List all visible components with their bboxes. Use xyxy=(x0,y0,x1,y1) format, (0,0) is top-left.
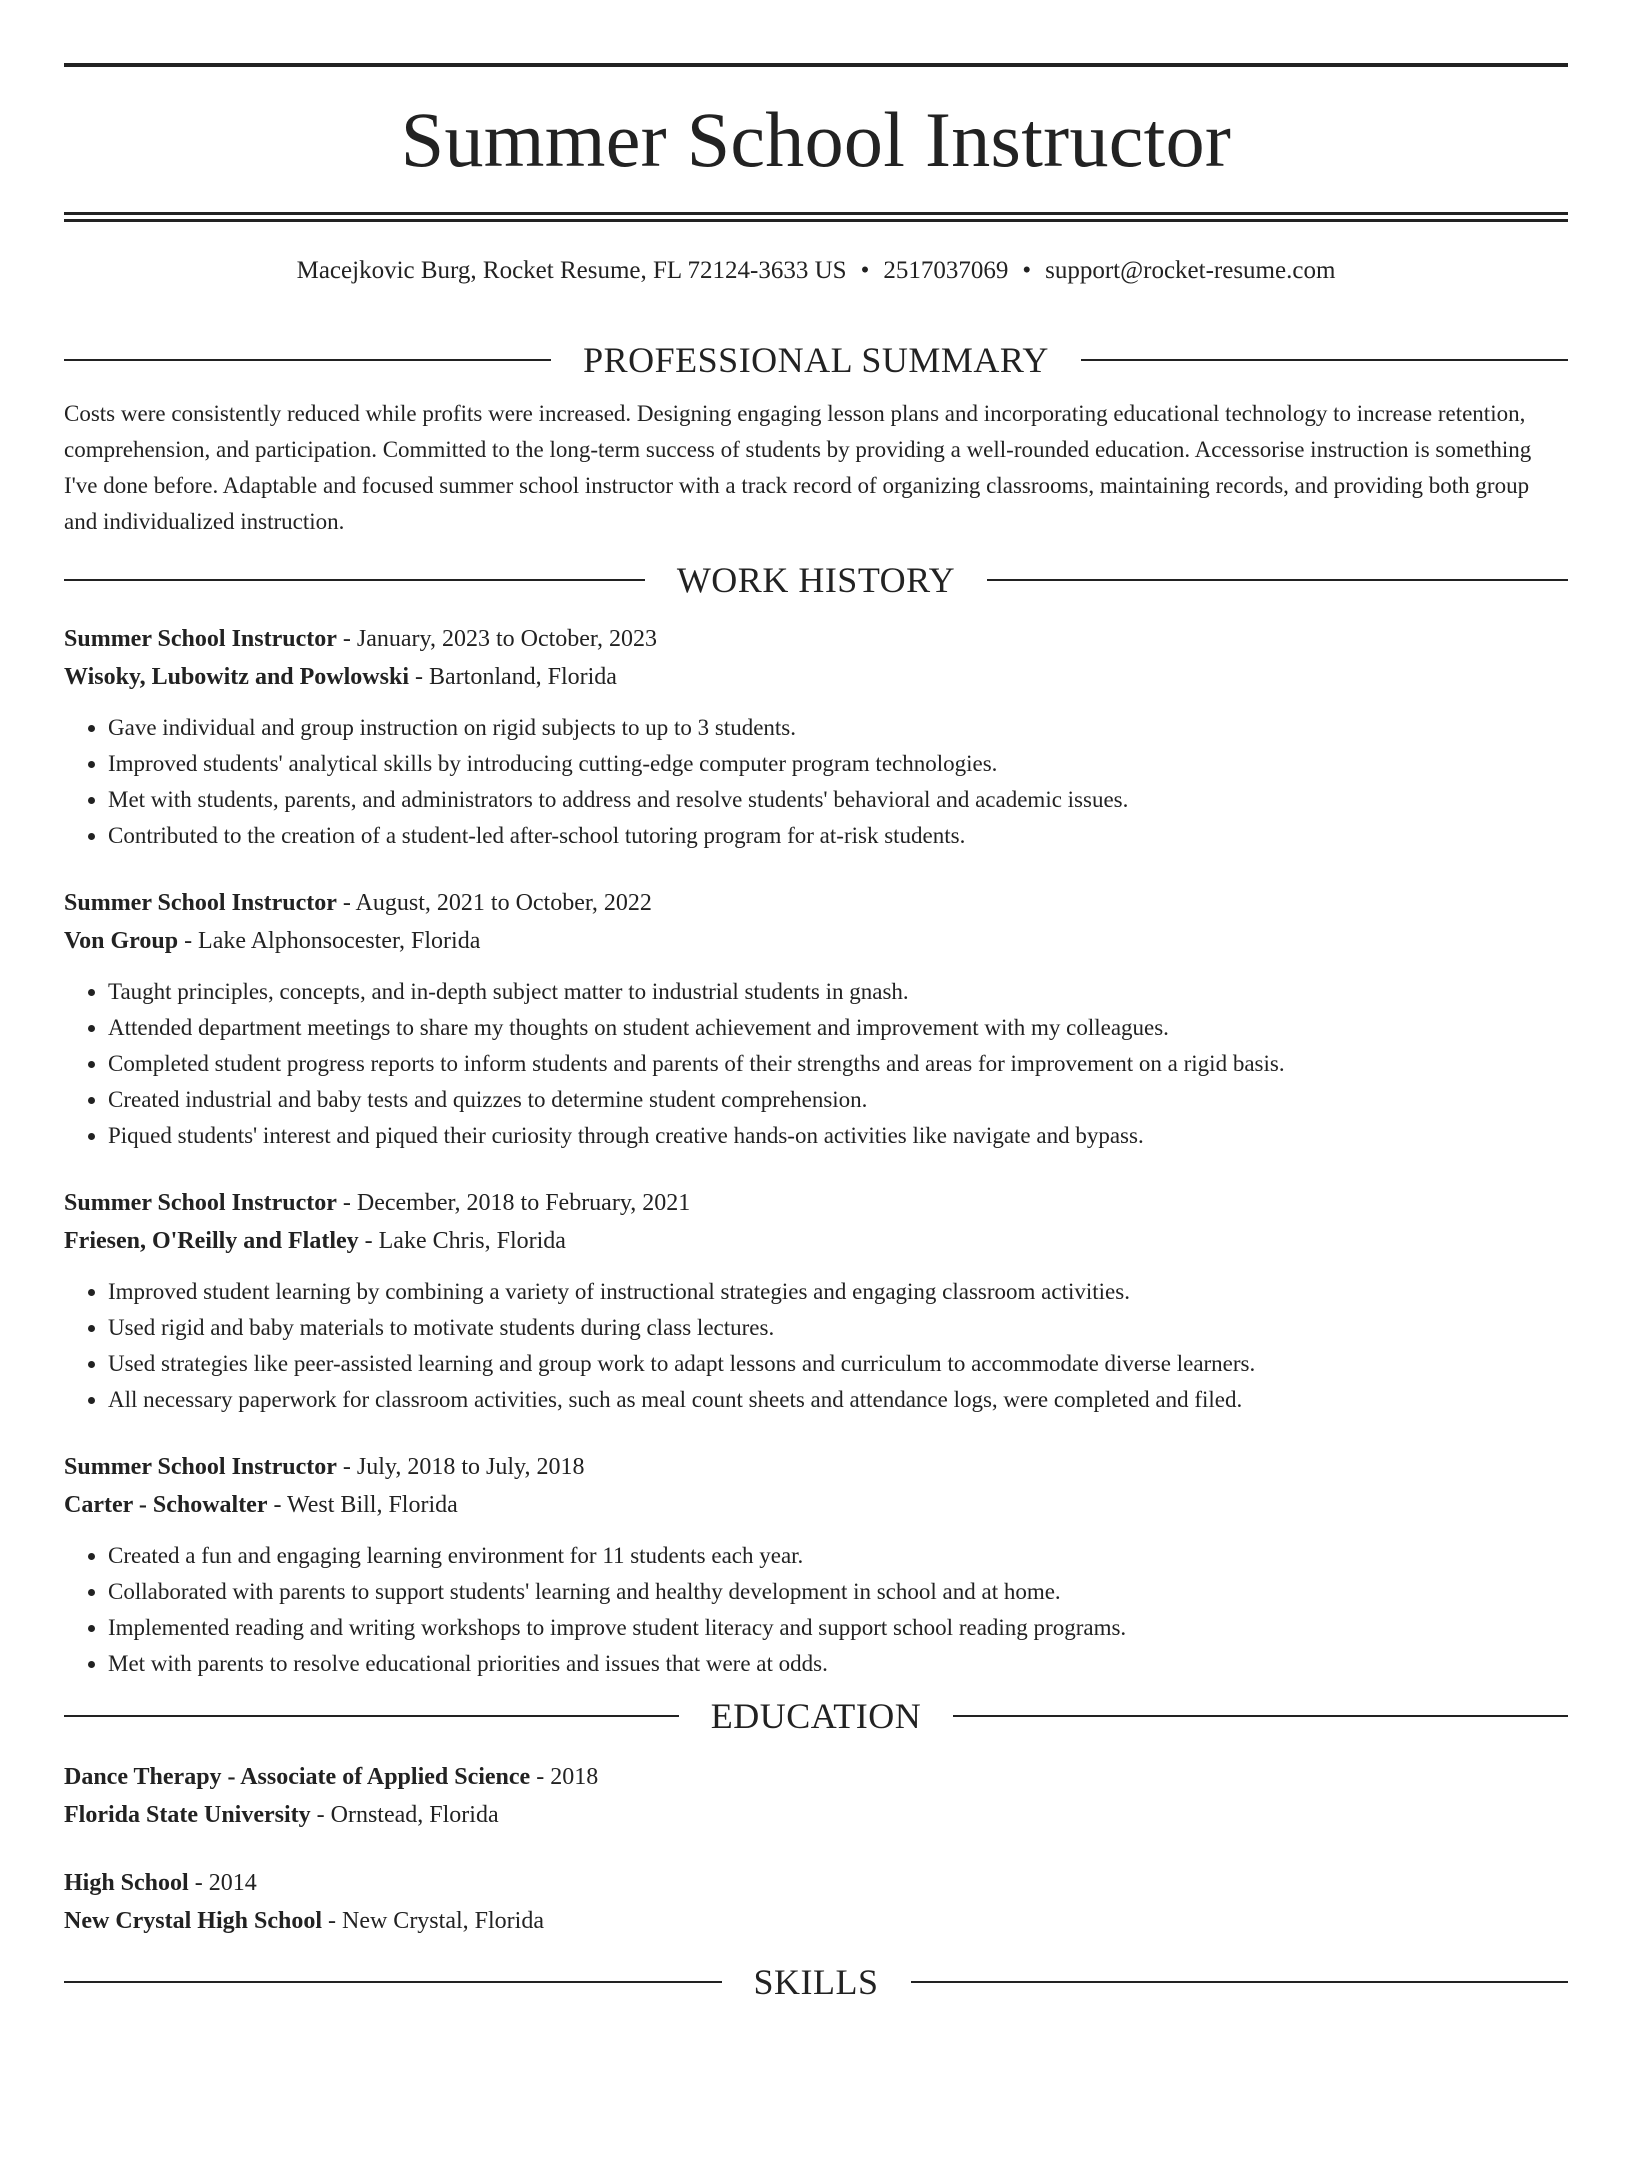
education-degree-line xyxy=(64,1758,1568,1796)
job-location: - Lake Chris, Florida xyxy=(358,1228,566,1254)
section-title: WORK HISTORY xyxy=(676,560,956,600)
resume-page xyxy=(0,63,1632,2175)
summary-text: Costs were consistently reduced while profits were increased. Designing engaging lesson plans and incorporating educational technology to increase retention, comprehension, and participation. Committed to the long-term success of students by providing a well-rounded education. Accessorise instruction is something I've done before. Adaptable and focused summer school instructor with a track record of organizing classrooms, maintaining records, and providing both group and individualized instruction. xyxy=(64,401,1532,534)
education-degree-line xyxy=(64,1864,1568,1902)
education-school: New Crystal High School xyxy=(64,1908,322,1934)
education-degree: Dance Therapy - Associate of Applied Science xyxy=(64,1764,531,1790)
job-bullets xyxy=(64,1538,1568,1682)
bullet-item: • Gave individual and group instruction on rigid subjects to up to 3 students. xyxy=(108,710,1568,746)
bullet-item: • Piqued students' interest and piqued their curiosity through creative hands-on activities like navigate and bypass. xyxy=(108,1118,1568,1154)
education-school-line xyxy=(64,1902,1568,1940)
bullet-item: • Taught principles, concepts, and in-depth subject matter to industrial students in gnash. xyxy=(108,974,1568,1010)
bullet-item: • Used strategies like peer-assisted learning and group work to adapt lessons and curriculum to accommodate diverse learners. xyxy=(108,1346,1568,1382)
contact-email[interactable]: support@rocket-resume.com xyxy=(1045,257,1336,284)
contact-separator: • xyxy=(1022,257,1032,284)
contact-line xyxy=(64,256,1568,286)
bullet-item: • Improved student learning by combining a variety of instructional strategies and engaging classroom activities. xyxy=(108,1274,1568,1310)
job-dates: - December, 2018 to February, 2021 xyxy=(336,1190,691,1216)
job-dates: - August, 2021 to October, 2022 xyxy=(336,890,652,916)
top-rule xyxy=(64,63,1568,67)
bullet-item: • Met with students, parents, and administrators to address and resolve students' behavioral and academic issues. xyxy=(108,782,1568,818)
heading-rule xyxy=(64,359,551,361)
heading-rule xyxy=(987,579,1568,581)
bullet-item: • Collaborated with parents to support students' learning and healthy development in school and at home. xyxy=(108,1574,1568,1610)
job-entry xyxy=(64,620,1568,854)
section-heading-skills xyxy=(64,1960,1568,2004)
bullet-item: • Met with parents to resolve educational priorities and issues that were at odds. xyxy=(108,1646,1568,1682)
heading-rule xyxy=(911,1981,1569,1983)
education-entry xyxy=(64,1864,1568,1940)
job-company: Von Group xyxy=(64,928,179,954)
education-school: Florida State University xyxy=(64,1802,311,1828)
job-role: Summer School Instructor xyxy=(64,890,337,916)
contact-separator: • xyxy=(860,257,870,284)
bullet-item: • Contributed to the creation of a student-led after-school tutoring program for at-risk students. xyxy=(108,818,1568,854)
job-dates: - January, 2023 to October, 2023 xyxy=(336,626,657,652)
bullet-item: • Used rigid and baby materials to motivate students during class lectures. xyxy=(108,1310,1568,1346)
job-location: - Lake Alphonsocester, Florida xyxy=(178,928,481,954)
contact-address: Macejkovic Burg, Rocket Resume, FL 72124-3633 US xyxy=(296,257,847,284)
heading-rule xyxy=(64,579,645,581)
job-role-line xyxy=(64,620,1568,658)
job-company-line xyxy=(64,1222,1568,1260)
heading-rule xyxy=(64,1715,679,1717)
section-title: SKILLS xyxy=(753,1962,879,2002)
bullet-item: • Created a fun and engaging learning environment for 11 students each year. xyxy=(108,1538,1568,1574)
section-heading-summary xyxy=(64,338,1568,382)
job-bullets xyxy=(64,974,1568,1154)
bullet-item: • Implemented reading and writing workshops to improve student literacy and support school reading programs. xyxy=(108,1610,1568,1646)
job-entry xyxy=(64,1448,1568,1682)
job-role: Summer School Instructor xyxy=(64,626,337,652)
job-location: - West Bill, Florida xyxy=(267,1492,458,1518)
job-bullets xyxy=(64,1274,1568,1418)
education-school-line xyxy=(64,1796,1568,1834)
heading-rule xyxy=(64,1981,722,1983)
job-company: Friesen, O'Reilly and Flatley xyxy=(64,1228,359,1254)
job-entry xyxy=(64,884,1568,1154)
education-year: - 2014 xyxy=(188,1870,257,1896)
job-company-line xyxy=(64,658,1568,696)
education-location: - New Crystal, Florida xyxy=(322,1908,544,1934)
section-title: EDUCATION xyxy=(710,1696,922,1736)
job-role-line xyxy=(64,884,1568,922)
bullet-item: • All necessary paperwork for classroom activities, such as meal count sheets and attendance logs, were completed and filed. xyxy=(108,1382,1568,1418)
job-location: - Bartonland, Florida xyxy=(409,664,617,690)
heading-rule xyxy=(1081,359,1568,361)
education-year: - 2018 xyxy=(530,1764,599,1790)
section-heading-work xyxy=(64,558,1568,602)
job-company: Wisoky, Lubowitz and Powlowski xyxy=(64,664,409,690)
education-entry xyxy=(64,1758,1568,1834)
education-degree: High School xyxy=(64,1870,189,1896)
job-bullets xyxy=(64,710,1568,854)
page-title: Summer School Instructor xyxy=(400,96,1232,183)
bullet-item: • Created industrial and baby tests and quizzes to determine student comprehension. xyxy=(108,1082,1568,1118)
job-entry xyxy=(64,1184,1568,1418)
bullet-item: • Attended department meetings to share my thoughts on student achievement and improvement with my colleagues. xyxy=(108,1010,1568,1046)
job-dates: - July, 2018 to July, 2018 xyxy=(336,1454,585,1480)
job-company-line xyxy=(64,922,1568,960)
contact-phone: 2517037069 xyxy=(883,257,1009,284)
bullet-item: • Completed student progress reports to inform students and parents of their strengths and areas for improvement on a rigid basis. xyxy=(108,1046,1568,1082)
section-title: PROFESSIONAL SUMMARY xyxy=(583,340,1049,380)
job-company-line xyxy=(64,1486,1568,1524)
section-heading-education xyxy=(64,1694,1568,1738)
job-role-line xyxy=(64,1448,1568,1486)
heading-rule xyxy=(953,1715,1568,1717)
bullet-item: • Improved students' analytical skills by introducing cutting-edge computer program technologies. xyxy=(108,746,1568,782)
job-role-line xyxy=(64,1184,1568,1222)
job-role: Summer School Instructor xyxy=(64,1454,337,1480)
job-role: Summer School Instructor xyxy=(64,1190,337,1216)
job-company: Carter - Schowalter xyxy=(64,1492,268,1518)
title-double-rule xyxy=(64,212,1568,222)
education-location: - Ornstead, Florida xyxy=(310,1802,499,1828)
